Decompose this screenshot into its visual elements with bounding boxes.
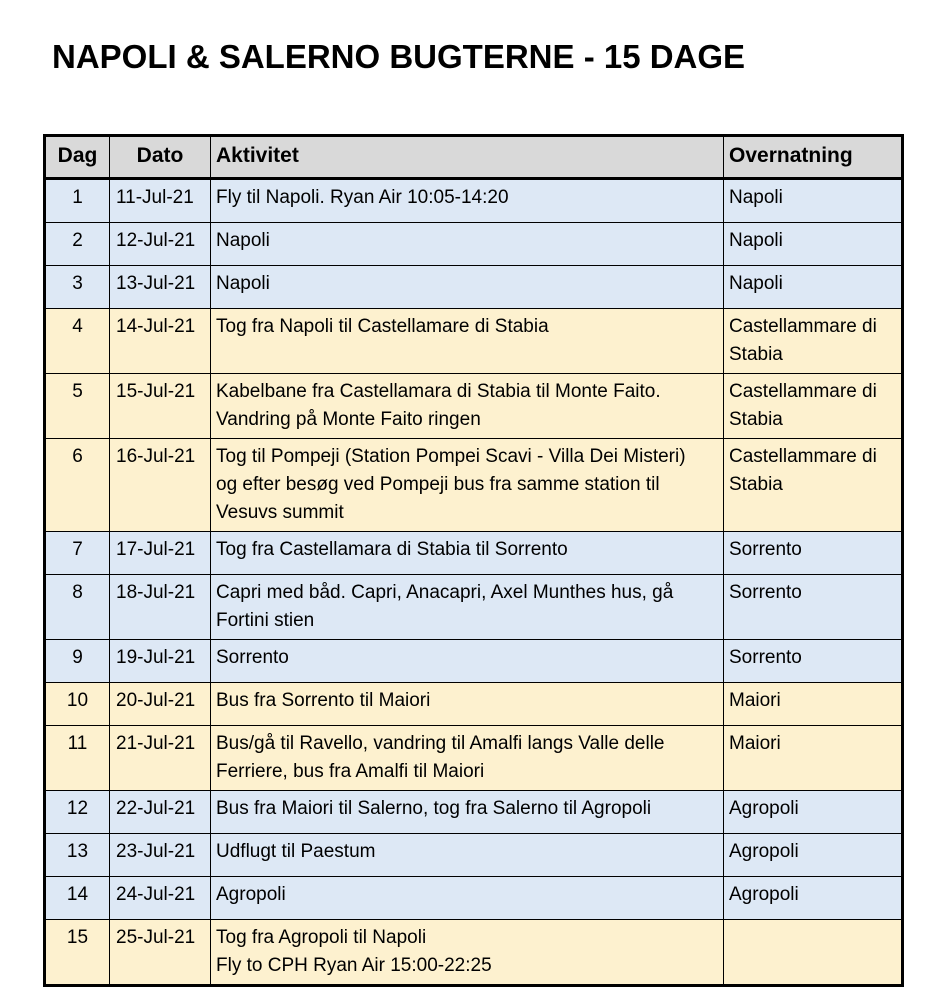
- cell-dag: 9: [45, 640, 110, 683]
- header-aktivitet: Aktivitet: [211, 136, 724, 179]
- cell-aktivitet: [211, 575, 724, 640]
- cell-aktivitet-line: Capri med båd. Capri, Anacapri, Axel Munthes hus, gå: [216, 582, 674, 603]
- cell-aktivitet-line: Tog fra Agropoli til Napoli: [216, 927, 427, 948]
- cell-overnatning: [724, 920, 903, 986]
- cell-dato: 21-Jul-21: [110, 726, 211, 791]
- table-row: [45, 439, 903, 532]
- cell-aktivitet-line: Fly til Napoli. Ryan Air 10:05-14:20: [216, 187, 509, 208]
- cell-aktivitet-line: Agropoli: [216, 884, 286, 905]
- cell-aktivitet: [211, 532, 724, 575]
- cell-overnatning-line: Maiori: [729, 690, 781, 711]
- table-row: [45, 920, 903, 986]
- cell-overnatning: [724, 532, 903, 575]
- cell-dato: 17-Jul-21: [110, 532, 211, 575]
- table-row: [45, 791, 903, 834]
- cell-overnatning-line: Napoli: [729, 273, 783, 294]
- cell-overnatning: [724, 374, 903, 439]
- table-row: [45, 374, 903, 439]
- cell-dag: 13: [45, 834, 110, 877]
- cell-dag: 8: [45, 575, 110, 640]
- cell-aktivitet: [211, 439, 724, 532]
- cell-aktivitet-line: Tog fra Napoli til Castellamare di Stabia: [216, 316, 549, 337]
- header-overnatning: Overnatning: [724, 136, 903, 179]
- cell-overnatning: [724, 266, 903, 309]
- cell-dato: 18-Jul-21: [110, 575, 211, 640]
- cell-dato: 25-Jul-21: [110, 920, 211, 986]
- cell-dag: 1: [45, 179, 110, 223]
- cell-overnatning-line: Stabia: [729, 474, 783, 495]
- table-header-row: [45, 136, 903, 179]
- cell-aktivitet-line: Bus fra Maiori til Salerno, tog fra Salerno til Agropoli: [216, 798, 652, 819]
- cell-dag: 7: [45, 532, 110, 575]
- cell-aktivitet-line: Napoli: [216, 230, 270, 251]
- table-row: [45, 683, 903, 726]
- cell-dag: 10: [45, 683, 110, 726]
- cell-aktivitet-line: Tog til Pompeji (Station Pompei Scavi - Villa Dei Misteri): [216, 446, 686, 467]
- cell-aktivitet-line: Fortini stien: [216, 610, 315, 631]
- cell-aktivitet: [211, 726, 724, 791]
- cell-overnatning: [724, 179, 903, 223]
- cell-dag: 2: [45, 223, 110, 266]
- table-row: [45, 575, 903, 640]
- cell-overnatning: [724, 575, 903, 640]
- cell-aktivitet-line: Fly to CPH Ryan Air 15:00-22:25: [216, 955, 492, 976]
- cell-aktivitet-line: og efter besøg ved Pompeji bus fra samme station til: [216, 474, 660, 495]
- cell-dag: 4: [45, 309, 110, 374]
- cell-dato: 13-Jul-21: [110, 266, 211, 309]
- cell-aktivitet-line: Tog fra Castellamara di Stabia til Sorrento: [216, 539, 568, 560]
- header-dato: Dato: [110, 136, 211, 179]
- cell-aktivitet: [211, 791, 724, 834]
- cell-aktivitet: [211, 683, 724, 726]
- cell-dag: 5: [45, 374, 110, 439]
- cell-aktivitet-line: Kabelbane fra Castellamara di Stabia til Monte Faito.: [216, 381, 661, 402]
- cell-aktivitet-line: Napoli: [216, 273, 270, 294]
- cell-aktivitet-line: Vesuvs summit: [216, 502, 344, 523]
- cell-aktivitet-line: Sorrento: [216, 647, 289, 668]
- table-row: [45, 834, 903, 877]
- cell-aktivitet: [211, 223, 724, 266]
- cell-overnatning: [724, 834, 903, 877]
- table-row: [45, 309, 903, 374]
- cell-overnatning: [724, 223, 903, 266]
- cell-dag: 14: [45, 877, 110, 920]
- cell-dato: 11-Jul-21: [110, 179, 211, 223]
- cell-dag: 12: [45, 791, 110, 834]
- cell-dato: 23-Jul-21: [110, 834, 211, 877]
- cell-dato: 22-Jul-21: [110, 791, 211, 834]
- cell-aktivitet-line: Vandring på Monte Faito ringen: [216, 409, 481, 430]
- cell-dato: 14-Jul-21: [110, 309, 211, 374]
- cell-aktivitet-line: Ferriere, bus fra Amalfi til Maiori: [216, 761, 485, 782]
- cell-dato: 20-Jul-21: [110, 683, 211, 726]
- cell-aktivitet: [211, 640, 724, 683]
- cell-dag: 11: [45, 726, 110, 791]
- cell-aktivitet: [211, 374, 724, 439]
- cell-overnatning-line: Castellammare di: [729, 381, 877, 402]
- cell-overnatning-line: Agropoli: [729, 884, 799, 905]
- table-body: [45, 179, 903, 986]
- cell-overnatning-line: Sorrento: [729, 582, 802, 603]
- cell-dato: 16-Jul-21: [110, 439, 211, 532]
- cell-overnatning: [724, 309, 903, 374]
- cell-overnatning-line: Castellammare di: [729, 446, 877, 467]
- itinerary-table: [43, 134, 904, 987]
- cell-overnatning: [724, 439, 903, 532]
- header-dag: Dag: [45, 136, 110, 179]
- page-title: NAPOLI & SALERNO BUGTERNE - 15 DAGE: [52, 38, 746, 75]
- cell-aktivitet-line: Udflugt til Paestum: [216, 841, 376, 862]
- table-row: [45, 726, 903, 791]
- cell-overnatning-line: Stabia: [729, 409, 783, 430]
- cell-overnatning-line: Stabia: [729, 344, 783, 365]
- cell-dato: 19-Jul-21: [110, 640, 211, 683]
- table-row: [45, 532, 903, 575]
- cell-overnatning: [724, 640, 903, 683]
- cell-dag: 3: [45, 266, 110, 309]
- cell-overnatning: [724, 683, 903, 726]
- cell-overnatning-line: Maiori: [729, 733, 781, 754]
- table-row: [45, 266, 903, 309]
- cell-overnatning-line: Napoli: [729, 187, 783, 208]
- table-row: [45, 877, 903, 920]
- cell-aktivitet-line: Bus fra Sorrento til Maiori: [216, 690, 431, 711]
- table-row: [45, 640, 903, 683]
- cell-aktivitet-line: Bus/gå til Ravello, vandring til Amalfi langs Valle delle: [216, 733, 665, 754]
- cell-overnatning-line: Sorrento: [729, 539, 802, 560]
- cell-aktivitet: [211, 920, 724, 986]
- cell-overnatning: [724, 791, 903, 834]
- cell-aktivitet: [211, 834, 724, 877]
- cell-overnatning-line: Napoli: [729, 230, 783, 251]
- cell-overnatning: [724, 726, 903, 791]
- cell-aktivitet: [211, 179, 724, 223]
- cell-overnatning: [724, 877, 903, 920]
- cell-aktivitet: [211, 266, 724, 309]
- table-row: [45, 179, 903, 223]
- cell-dato: 12-Jul-21: [110, 223, 211, 266]
- cell-overnatning-line: Castellammare di: [729, 316, 877, 337]
- cell-dato: 24-Jul-21: [110, 877, 211, 920]
- table-row: [45, 223, 903, 266]
- cell-overnatning-line: Sorrento: [729, 647, 802, 668]
- cell-dag: 15: [45, 920, 110, 986]
- cell-aktivitet: [211, 309, 724, 374]
- cell-aktivitet: [211, 877, 724, 920]
- cell-dato: 15-Jul-21: [110, 374, 211, 439]
- cell-overnatning-line: Agropoli: [729, 798, 799, 819]
- cell-dag: 6: [45, 439, 110, 532]
- cell-overnatning-line: Agropoli: [729, 841, 799, 862]
